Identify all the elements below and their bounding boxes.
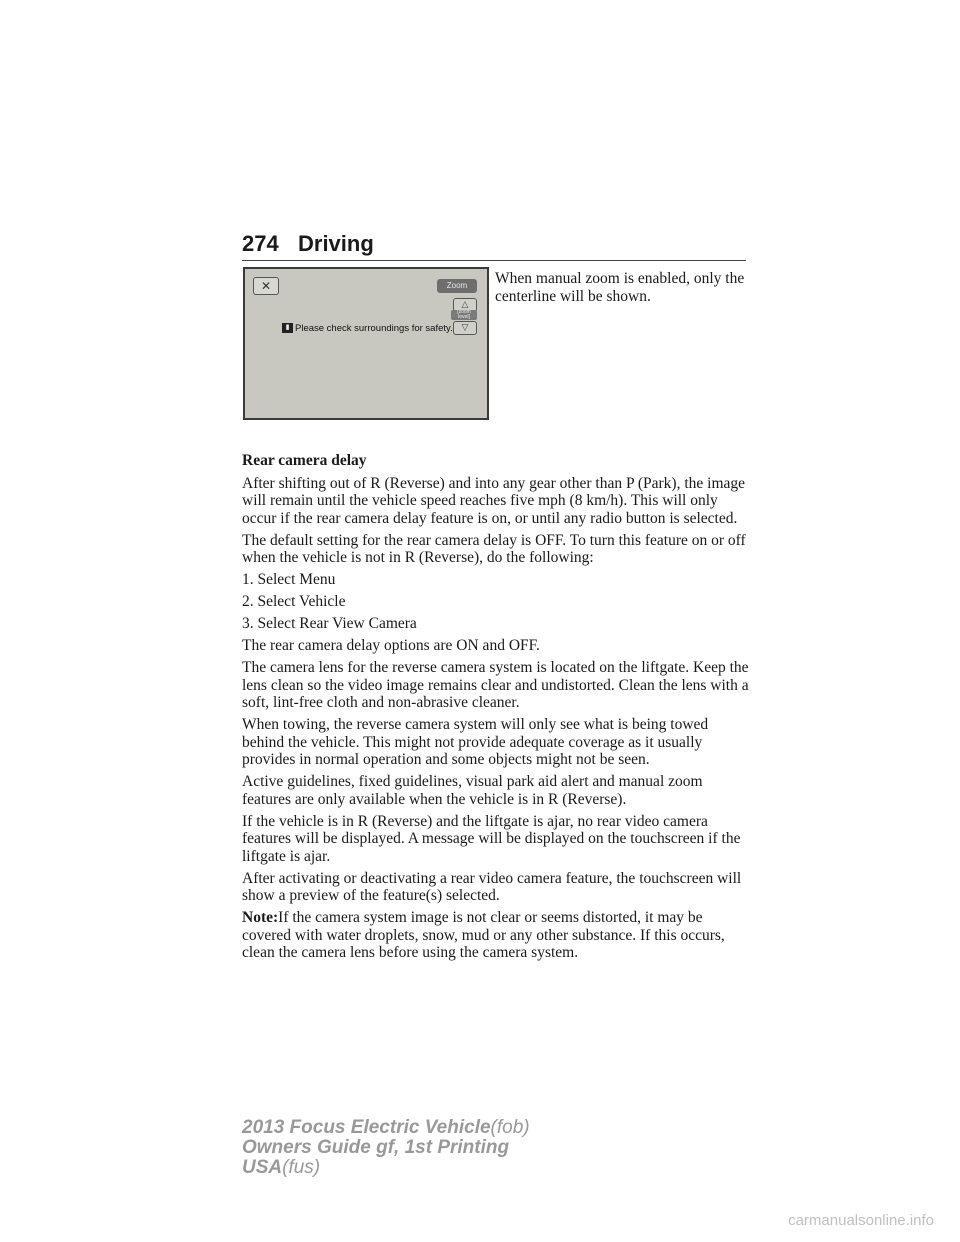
triangle-down-icon: ▽ [453,321,477,335]
watermark-link[interactable]: carmanualsonline.info [788,1212,934,1229]
paragraph: The camera lens for the reverse camera system is located on the liftgate. Keep the lens clean so the video image remains clear and undistorted. Clean the lens with a soft, lint-free cloth and non-abrasive cleaner. [242,659,749,711]
paragraph: The default setting for the rear camera delay is OFF. To turn this feature on or off when the vehicle is not in R (Reverse), do the following: [242,531,746,566]
note [242,909,752,962]
zoom-caption: When manual zoom is enabled, only the centerline will be shown. [495,270,745,305]
triangle-up-icon: △ [453,298,477,312]
paragraph: If the vehicle is in R (Reverse) and the liftgate is ajar, no rear video camera features will be displayed. A message will be displayed on the touchscreen if the liftgate is ajar. [242,812,741,865]
zoom-level-indicator: [zoom level] [451,310,477,320]
page-number: 274 [242,231,279,256]
note-label: Note: [242,909,279,926]
section-title: Driving [298,231,374,256]
footer-guide: Owners Guide gf, 1st Printing [242,1137,510,1158]
paragraph: When towing, the reverse camera system will only see what is being towed behind the vehicle. This might not provide adequate coverage as it usually provides in normal operation and some objects might not be seen. [242,716,709,768]
footer-vehicle: 2013 Focus Electric Vehicle [242,1117,491,1138]
paragraph: Active guidelines, fixed guidelines, visual park aid alert and manual zoom features are only available when the vehicle is in R (Reverse). [242,773,703,808]
note-text: If the camera system image is not clear or seems distorted, it may be covered with water droplets, snow, mud or any other substance. If this occurs, clean the camera lens before using the camera system. [242,909,725,961]
print-footer [242,1118,530,1178]
heading-rear-camera-delay: Rear camera delay [242,452,367,469]
paragraph: After activating or deactivating a rear video camera feature, the touchscreen will show a preview of the feature(s) selected. [242,869,742,904]
step-item: 3. Select Rear View Camera [242,615,417,632]
safety-warning [282,322,453,336]
warning-book-icon: ▮ [282,323,293,333]
paragraph: The rear camera delay options are ON and OFF. [242,637,540,654]
body-text [242,452,752,966]
footer-market-code: (fus) [282,1157,321,1178]
camera-screen-illustration [243,267,489,420]
footer-market: USA [242,1157,283,1178]
close-x-icon: ✕ [253,277,279,295]
paragraph: After shifting out of R (Reverse) and into any gear other than P (Park), the image will remain until the vehicle speed reaches five mph (8 km/h). This will only occur if the rear camera delay feature is on, or until any radio button is selected. [242,474,746,527]
zoom-button: Zoom [437,279,477,293]
footer-code: (fob) [490,1117,530,1138]
header-rule [242,260,746,261]
step-item: 2. Select Vehicle [242,593,346,610]
step-item: 1. Select Menu [242,571,336,588]
warning-text: Please check surroundings for safety. [295,323,453,334]
